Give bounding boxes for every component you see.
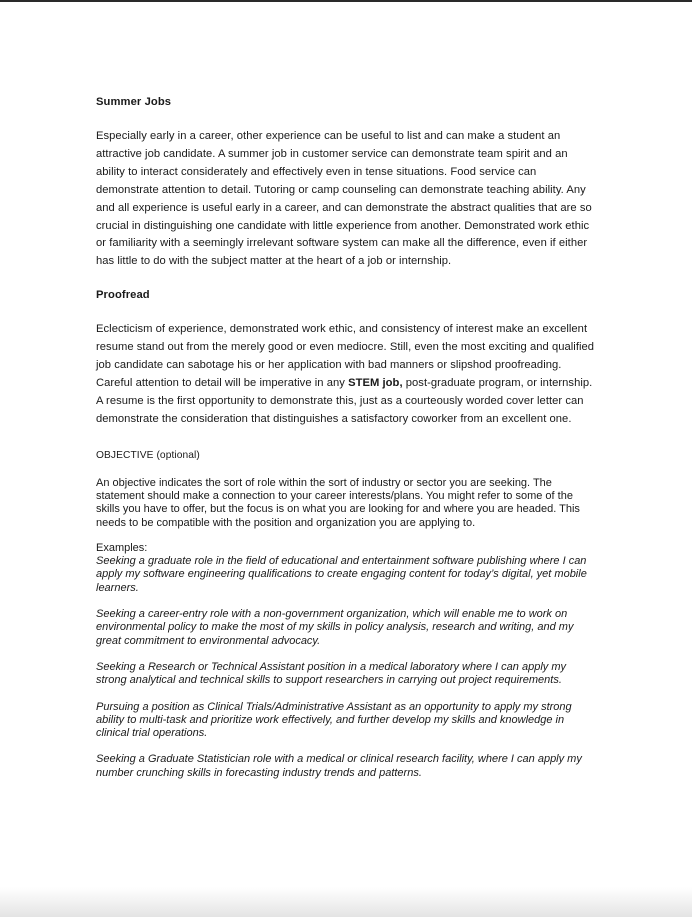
example-item: Seeking a career-entry role with a non-government organization, which will enable me to work on environmental policy to make the most of my skills in policy analysis, research and writing, and my great commitment to environmental advocacy. (96, 608, 574, 647)
objective-paragraph: An objective indicates the sort of role within the sort of industry or sector you are seeking. The statement should make a connection to your career interests/plans. You might refer to some of the skills you have to offer, but the focus is on what you are looking for and where you are headed. This needs to be compatible with the position and organization you are applying to. (96, 476, 580, 529)
example-item: Seeking a graduate role in the field of educational and entertainment software publishing where I can apply my software engineering qualifications to create engaging content for today’s digital, yet mobile learners. (96, 555, 587, 594)
document-content (96, 94, 596, 780)
examples-label: Examples: (96, 541, 148, 554)
scan-bottom-shade (0, 887, 692, 917)
summer-jobs-heading: Summer Jobs (96, 96, 172, 108)
stem-job-bold: STEM job, (348, 376, 403, 389)
proofread-paragraph (96, 321, 596, 428)
proofread-text-part2: post-graduate program, or internship. A resume is the first opportunity to demonstrate this, just as a courteously worded cover letter can demonstrate the consideration that distinguishes a satisfactory coworker from an excellent one. (96, 376, 593, 425)
summer-jobs-paragraph: Especially early in a career, other experience can be useful to list and can make a student an attractive job candidate. A summer job in customer service can demonstrate team spirit and an ability to interact considerately and effectively even in tense situations. Food service can demonstrate attention to detail. Tutoring or camp counseling can demonstrate teaching ability. Any and all experience is useful early in a career, and can demonstrate the abstract qualities that are so crucial in distinguishing one candidate with little experience from another. Demonstrated work ethic or familiarity with a seemingly irrelevant software system can make all the difference, even if either has little to do with the subject matter at the heart of a job or internship. (96, 130, 592, 268)
example-item: Seeking a Graduate Statistician role with a medical or clinical research facility, where I can apply my number crunching skills in forecasting industry trends and patterns. (96, 753, 582, 779)
example-item: Pursuing a position as Clinical Trials/Administrative Assistant as an opportunity to apply my strong ability to multi-task and prioritize work effectively, and further develop my skills and knowledge in clinical trial operations. (96, 700, 572, 740)
objective-heading: OBJECTIVE (optional) (96, 449, 200, 461)
example-item: Seeking a Research or Technical Assistant position in a medical laboratory where I can apply my strong analytical and technical skills to support researchers in carrying out project requirements. (96, 660, 566, 687)
proofread-heading: Proofread (96, 289, 150, 302)
proofread-text-part1: Eclecticism of experience, demonstrated work ethic, and consistency of interest make an excellent resume stand out from the merely good or even mediocre. Still, even the most exciting and qualified job candidate can sabotage his or her application with bad manners or slipshod proofreading. Careful attention to detail will be imperative in any (96, 323, 595, 389)
